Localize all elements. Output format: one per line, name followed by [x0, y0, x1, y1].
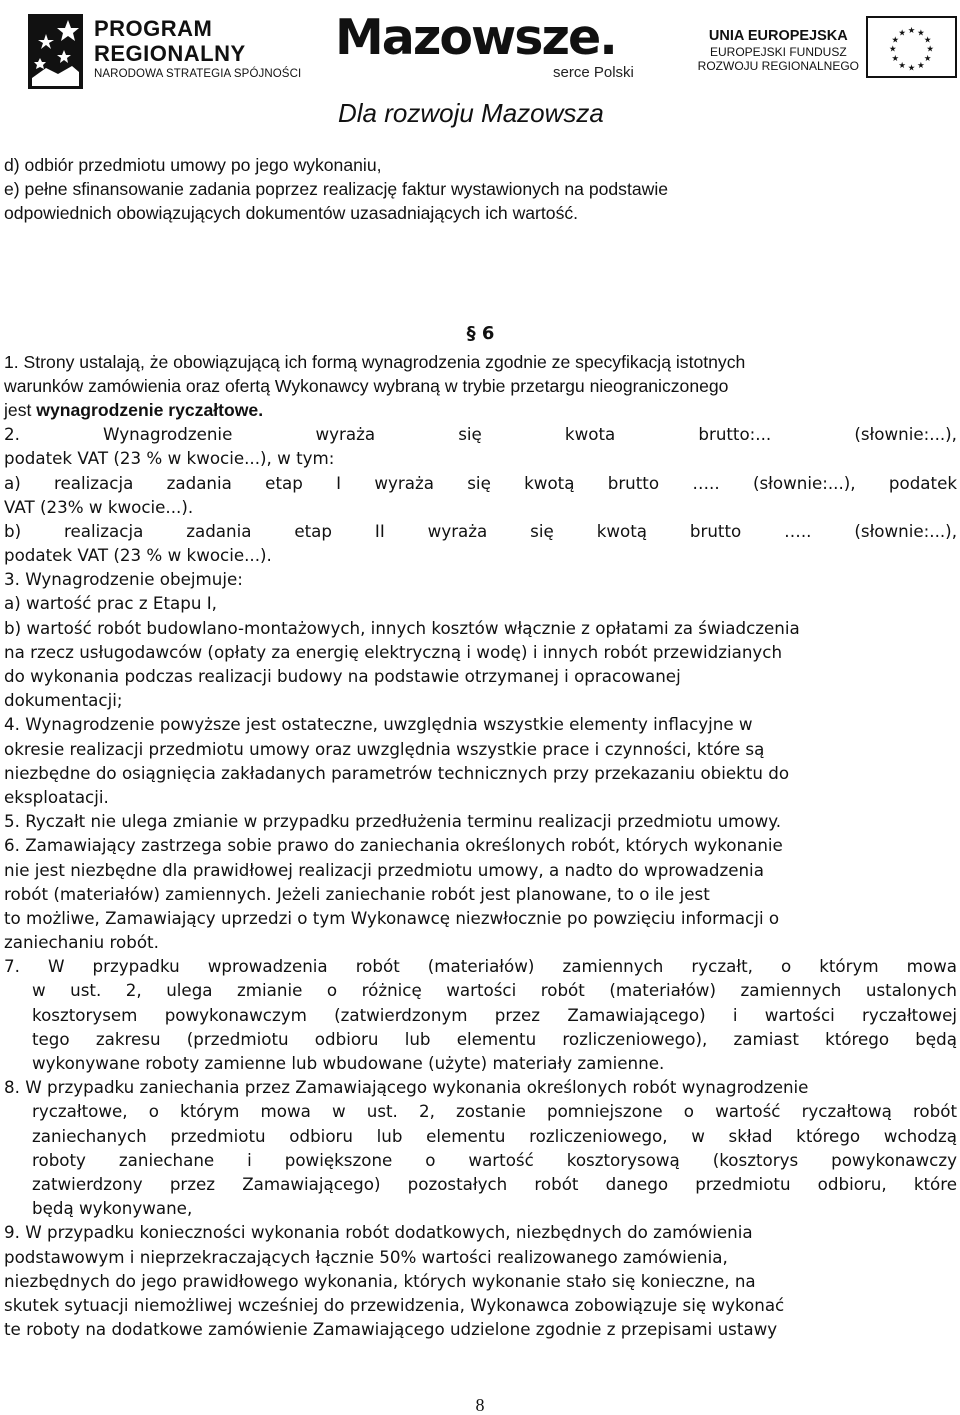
p2-line: b) realizacja zadania etap II wyraża się kwotą brutto ….. (słownie:...),	[4, 520, 957, 541]
intro-line: odpowiednich obowiązujących dokumentów uzasadniających ich wartość.	[4, 203, 579, 224]
header-tagline: Dla rozwoju Mazowsza	[338, 98, 604, 128]
p8-line: zatwierdzony przez Zamawiającego) pozostałych robót danego przedmiotu odbioru, które	[32, 1173, 957, 1194]
mazowsze-logo	[335, 8, 655, 88]
p4-line: eksploatacji.	[4, 786, 109, 807]
p3-line: 3. Wynagrodzenie obejmuje:	[4, 569, 243, 590]
eu-text	[698, 28, 859, 73]
svg-text:★: ★	[917, 27, 925, 38]
p2-line: podatek VAT (23 % w kwocie...), w tym:	[4, 448, 335, 469]
p3-line: a) wartość prac z Etapu I,	[4, 593, 217, 614]
svg-text:★: ★	[926, 43, 934, 54]
p1-line: 1. Strony ustalają, że obowiązującą ich formą wynagrodzenia zgodnie ze specyfikacją istotnych	[4, 351, 746, 372]
p7-line: wykonywane roboty zamienne lub wbudowane (użyte) materiały zamienne.	[32, 1053, 665, 1073]
svg-text:★: ★	[923, 53, 932, 64]
p9-line: skutek sytuacji niemożliwej wcześniej do przewidzenia, Wykonawca zobowiązuje się wykonać	[4, 1294, 785, 1315]
eu-flag-icon	[866, 16, 957, 78]
p1-line: warunków zamówienia oraz ofertą Wykonawcy wybraną w trybie przetargu nieograniczonego	[4, 375, 729, 396]
p3-line: dokumentacji;	[4, 690, 123, 711]
svg-text:★: ★	[917, 59, 925, 70]
program-line2: REGIONALNY	[94, 41, 246, 66]
intro-line: d) odbiór przedmiotu umowy po jego wykonaniu,	[4, 155, 382, 175]
p2-line: podatek VAT (23 % w kwocie...).	[4, 545, 272, 566]
p6-line: 6. Zamawiający zastrzega sobie prawo do zaniechania określonych robót, których wykonanie	[4, 835, 783, 856]
intro-line: e) pełne sfinansowanie zadania poprzez realizację faktur wystawionych na podstawie	[4, 179, 669, 200]
p9-line: 9. W przypadku konieczności wykonania robót dodatkowych, niezbędnych do zamówienia	[4, 1222, 753, 1243]
svg-text:★: ★	[898, 27, 906, 38]
svg-text:★: ★	[923, 34, 932, 45]
mazowsze-wordmark: Mazowsze.	[335, 9, 616, 66]
page-number: 8	[475, 1395, 485, 1415]
svg-text:★: ★	[889, 43, 897, 54]
p8-line: roboty zaniechane i powiększone o wartość kosztorysową (kosztorys powykonawczy	[32, 1149, 957, 1170]
p5-line: 5. Ryczałt nie ulega zmianie w przypadku przedłużenia terminu realizacji przedmiotu umowy.	[4, 811, 782, 832]
p7-line: kosztorysem powykonawczym (zatwierdzonym przez Zamawiającego) i wartości ryczałtowej	[32, 1004, 957, 1025]
p6-line: nie jest niezbędne dla prawidłowej realizacji przedmiotu umowy, a nadto do wprowadzenia	[4, 859, 764, 880]
p8-line: zaniechanych przedmiotu odbioru lub elementu rozliczeniowego, w skład którego wchodzą	[32, 1125, 957, 1146]
mazowsze-subtitle: serce Polski	[553, 64, 634, 81]
program-regionalny-logo	[28, 14, 313, 90]
p6-line: zaniechaniu robót.	[4, 932, 159, 953]
p1-line	[4, 398, 957, 422]
program-regionalny-text	[94, 16, 301, 82]
p3-line: na rzecz usługodawców (opłaty za energię elektryczną i wodę) i innych robót przewidzianych	[4, 641, 783, 662]
document-header	[0, 0, 960, 135]
p7-line: 7. W przypadku wprowadzenia robót (materiałów) zamiennych ryczałt, o którym mowa	[4, 956, 957, 977]
p4-line: 4. Wynagrodzenie powyższe jest ostateczne, uwzględnia wszystkie elementy inflacyjne w	[4, 714, 753, 735]
p2-line: a) realizacja zadania etap I wyraża się kwotą brutto ….. (słownie:...), podatek	[4, 472, 957, 493]
eu-logo	[697, 16, 957, 78]
p9-line: te roboty na dodatkowe zamówienie Zamawiającego udzielone zgodnie z przepisami ustawy	[4, 1319, 778, 1340]
p6-line: robót (materiałów) zamiennych. Jeżeli zaniechanie robót jest planowane, to o ile jest	[4, 883, 710, 904]
program-line3: NARODOWA STRATEGIA SPÓJNOŚCI	[94, 68, 302, 80]
section-heading: § 6	[466, 322, 495, 344]
p2-line: 2. Wynagrodzenie wyraża się kwota brutto:... (słownie:...),	[4, 424, 957, 445]
program-line1: PROGRAM	[94, 16, 213, 41]
p8-line: ryczałtowe, o którym mowa w ust. 2, zostanie pomniejszone o wartość ryczałtową robót	[32, 1101, 957, 1122]
p4-line: niezbędne do osiągnięcia zakładanych parametrów technicznych przy przekazaniu obiektu do	[4, 762, 790, 783]
p2-line: VAT (23% w kwocie...).	[4, 496, 194, 517]
p6-line: to możliwe, Zamawiający uprzedzi o tym Wykonawcę niezwłocznie po powzięciu informacji o	[4, 907, 780, 928]
p7-line: tego zakresu (przedmiotu odbioru lub elementu rozliczeniowego), zamiast którego będą	[32, 1028, 957, 1049]
p9-line: podstawowym i nieprzekraczających łącznie 50% wartości realizowanego zamówienia,	[4, 1246, 728, 1267]
p8-line: będą wykonywane,	[32, 1198, 193, 1219]
p4-line: okresie realizacji przedmiotu umowy oraz uwzględnia wszystkie prace i czynności, które są	[4, 738, 765, 759]
program-regionalny-emblem-icon	[28, 14, 83, 89]
svg-text:★: ★	[891, 34, 900, 45]
eu-line3: ROZWOJU REGIONALNEGO	[697, 59, 859, 73]
p3-line: do wykonania podczas realizacji budowy na podstawie otrzymanej i opracowanej	[4, 666, 681, 686]
p1-bold-text: wynagrodzenie ryczałtowe.	[36, 399, 264, 420]
svg-text:★: ★	[907, 62, 916, 73]
eu-line1: UNIA EUROPEJSKA	[708, 28, 848, 44]
svg-text:★: ★	[891, 53, 900, 64]
eu-line2: EUROPEJSKI FUNDUSZ	[709, 45, 847, 59]
p8-line: 8. W przypadku zaniechania przez Zamawiającego wykonania określonych robót wynagrodzenie	[4, 1077, 809, 1098]
p9-line: niezbędnych do jego prawidłowego wykonania, których wykonanie stało się konieczne, na	[4, 1270, 756, 1291]
svg-text:★: ★	[907, 24, 916, 35]
p7-line: w ust. 2, ulega zmianie o różnicę wartości robót (materiałów) zamiennych ustalonych	[32, 980, 957, 1001]
p3-line: b) wartość robót budowlano-montażowych, innych kosztów włącznie z opłatami za świadczenia	[4, 617, 800, 638]
p1-prefix: jest	[4, 399, 37, 420]
svg-text:★: ★	[898, 59, 906, 70]
document-body	[4, 153, 957, 1341]
